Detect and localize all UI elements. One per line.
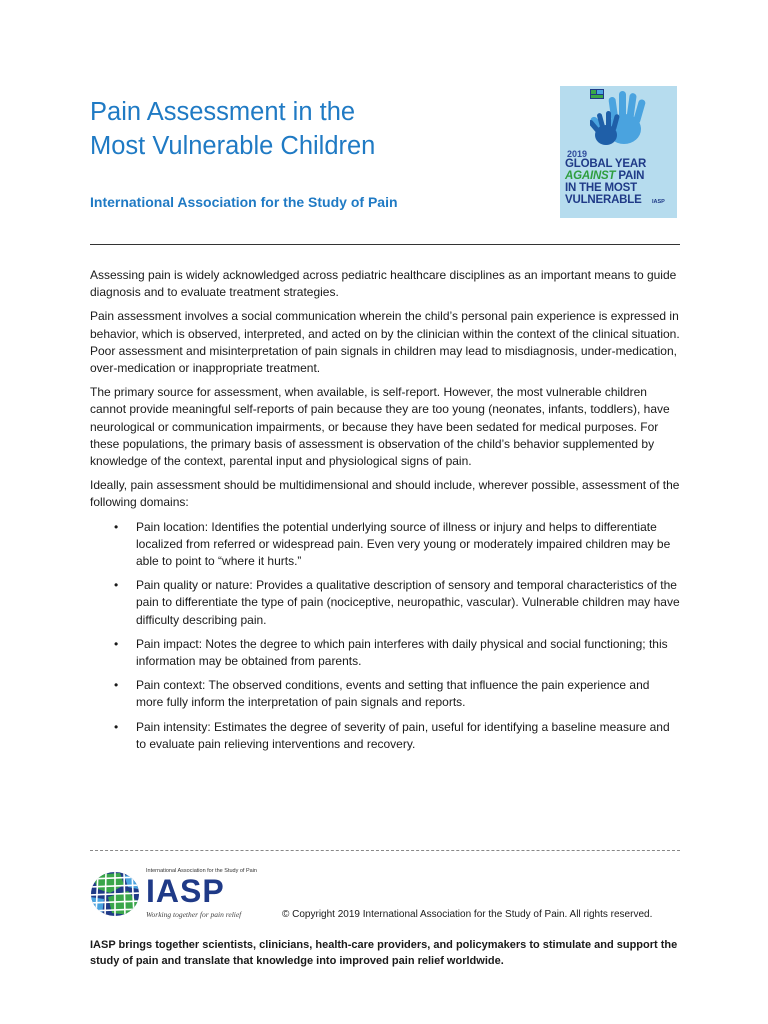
list-item: [90, 719, 680, 753]
bullet: •: [114, 719, 119, 734]
paragraph: The primary source for assessment, when available, is self-report. However, the most vulnerable children cannot provide meaningful self-reports of pain because they are too young (neonates, infants, toddlers), have neurological or communication impairments, or because they have been sedated for medical purposes. For these populations, the primary basis of assessment is observation of the child’s behavior supplemented by knowledge of the context, parental input and physiological signs of pain.: [90, 385, 670, 469]
paragraph: Pain assessment involves a social communication wherein the child’s personal pain experience is expressed in behavior, which is observed, interpreted, and acted on by the clinician within the context of the clinical situation. Poor assessment and misinterpretation of pain signals in children may lead to misdiagnosis, under-medication, over-medication or inappropriate treatment.: [90, 309, 680, 376]
list-item-text: Pain context: The observed conditions, events and setting that influence the pain experience and more fully inform the interpretation of pain signals and reports.: [136, 678, 650, 710]
badge-line-3: IN THE MOST: [565, 182, 637, 194]
domain-list: [90, 519, 680, 753]
badge-iasp-text: IASP: [652, 199, 665, 205]
page-title: [90, 95, 530, 163]
globe-grid-icon: [90, 871, 140, 917]
badge-pain: PAIN: [615, 170, 645, 182]
paragraph: Assessing pain is widely acknowledged across pediatric healthcare disciplines as an important means to guide diagnosis and to evaluate treatment strategies.: [90, 268, 677, 300]
badge-against: AGAINST: [565, 170, 616, 182]
badge-globe-icon: [590, 89, 604, 99]
list-item-text: Pain intensity: Estimates the degree of severity of pain, useful for identifying a baseline measure and to evaluate pain relieving interventions and recovery.: [136, 719, 670, 751]
badge-line-2: [565, 170, 644, 182]
list-item: [90, 519, 680, 571]
bullet: •: [114, 636, 119, 651]
logo-tagline: Working together for pain relief: [146, 910, 242, 919]
iasp-logo: [90, 865, 260, 923]
badge-year: 2019: [567, 149, 588, 159]
bullet: •: [114, 678, 119, 693]
article-body: [90, 267, 680, 760]
global-year-badge: [560, 86, 677, 218]
list-item: [90, 636, 680, 670]
bullet: •: [114, 578, 119, 593]
bullet: •: [114, 519, 119, 534]
copyright-notice: © Copyright 2019 International Association for the Study of Pain. All rights reserved.: [282, 909, 653, 920]
badge-line-4: VULNERABLE: [565, 194, 642, 206]
list-item: [90, 577, 680, 629]
logo-wordmark: IASP: [146, 873, 225, 909]
page-subtitle: International Association for the Study of Pain: [90, 194, 398, 210]
paragraph: Ideally, pain assessment should be multidimensional and should include, wherever possible, assessment of the following domains:: [90, 478, 680, 510]
list-item-text: Pain quality or nature: Provides a qualitative description of sensory and temporal characteristics of the pain to differentiate the type of pain (nociceptive, neuropathic, vascular). Vulnerable children may have difficulty describing pain.: [136, 578, 680, 627]
list-item-text: Pain impact: Notes the degree to which pain interferes with daily physical and social functioning; this information may be obtained from parents.: [136, 636, 668, 669]
title-line-1: Pain Assessment in the: [90, 98, 356, 126]
list-item-text: Pain location: Identifies the potential underlying source of illness or injury and helps to differentiate localized from referred or widespread pain. Even very young or moderately impaired children may be able to point to “where it hurts.”: [136, 519, 671, 569]
list-item: [90, 677, 680, 711]
logo-org-name: International Association for the Study of Pain: [146, 868, 257, 874]
title-line-2: Most Vulnerable Children: [90, 132, 376, 160]
badge-line-1: GLOBAL YEAR: [565, 158, 647, 170]
footer-divider: [90, 850, 680, 851]
header-divider: [90, 244, 680, 245]
mission-statement: IASP brings together scientists, clinicians, health-care providers, and policymakers to stimulate and support the study of pain and translate that knowledge into improved pain relief worldwide.: [90, 939, 678, 967]
